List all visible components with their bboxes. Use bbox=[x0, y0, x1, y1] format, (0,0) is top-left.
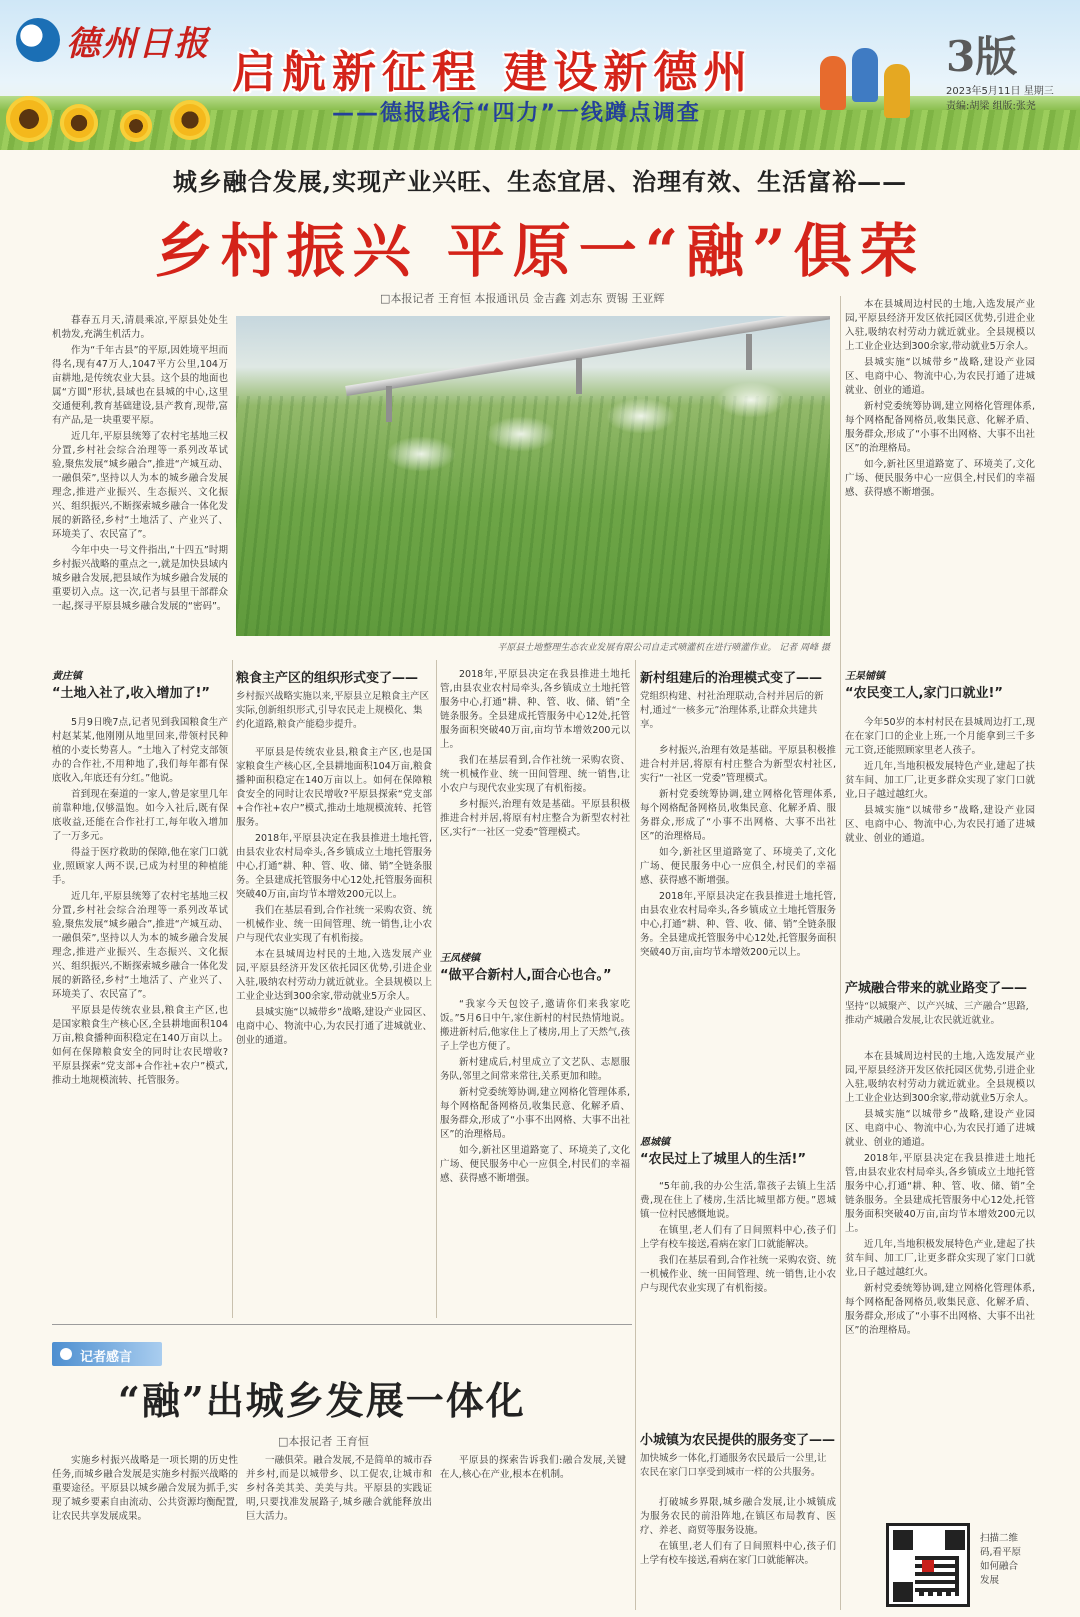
interview-paragraph: 我们在基层看到,合作社统一采购农资、统一机械作业、统一田间管理、统一销售,让小农户与现代农业实现了有机衔接。 bbox=[640, 1255, 836, 1294]
section-paragraph: 2018年,平原县决定在我县推进土地托管,由县农业农村局牵头,各乡镇成立土地托管服务中心,打通“耕、种、管、收、储、销”全链条服务。全县建成托管服务中心12处,托管服务面积突破40万亩,亩均节本增效200元以上。 bbox=[640, 891, 836, 958]
interview-location: 王杲铺镇 bbox=[845, 671, 885, 682]
right-top-column bbox=[845, 298, 1035, 658]
photo-spray bbox=[486, 416, 556, 452]
intro-column bbox=[52, 314, 228, 654]
section-paragraph: 在镇里,老人们有了日间照料中心,孩子们上学有校车接送,看病在家门口就能解决。 bbox=[640, 1541, 836, 1566]
interview-heading bbox=[52, 668, 228, 702]
column-divider bbox=[840, 296, 841, 1610]
masthead-headline: 启航新征程 建设新德州 bbox=[232, 47, 754, 98]
sunflower-icon bbox=[120, 110, 152, 142]
section-paragraph: 乡村振兴,治理有效是基础。平原县积极推进合村并居,将原有村庄整合为新型农村社区,实行“一社区一党委”管理模式。 bbox=[640, 745, 836, 784]
section-lead: 加快城乡一体化,打通服务农民最后一公里,让农民在家门口享受到城市一样的公共服务。 bbox=[640, 1453, 827, 1478]
section-3-body bbox=[640, 1496, 836, 1608]
interview-heading bbox=[440, 950, 630, 984]
lead-photo bbox=[236, 316, 830, 636]
interview-paragraph: “5年前,我的办公生活,靠孩子去镇上生活费,现在住上了楼房,生活比城里都方便。”恩城镇一位村民感慨地说。 bbox=[640, 1181, 836, 1220]
section-paragraph: 2018年,平原县决定在我县推进土地托管,由县农业农村局牵头,各乡镇成立土地托管服务中心,打通“耕、种、管、收、储、销”全链条服务。全县建成托管服务中心12处,托管服务面积突破40万亩,亩均节本增效200元以上。 bbox=[236, 833, 432, 900]
column-divider bbox=[232, 660, 233, 1318]
interview-title: “农民过上了城里人的生活!” bbox=[640, 1152, 807, 1167]
section-paragraph: 新村党委统筹协调,建立网格化管理体系,每个网格配备网格员,收集民意、化解矛盾、服务群众,形成了“小事不出网格、大事不出社区”的治理格局。 bbox=[845, 1283, 1035, 1336]
masthead-subheadline: ——德报践行“四力”一线蹲点调查 bbox=[332, 101, 701, 126]
photo-spray bbox=[386, 436, 456, 472]
photo-spray bbox=[606, 398, 676, 434]
interview-1-body bbox=[52, 716, 228, 1316]
section-paragraph: 2018年,平原县决定在我县推进土地托管,由县农业农村局牵头,各乡镇成立土地托管服务中心,打通“耕、种、管、收、储、销”全链条服务。全县建成托管服务中心12处,托管服务面积突破40万亩,亩均节本增效200元以上。 bbox=[440, 669, 630, 750]
reporter-figure-icon bbox=[852, 48, 878, 102]
commentary-col-3 bbox=[440, 1454, 626, 1610]
interview-heading bbox=[845, 668, 1035, 702]
pen-icon bbox=[60, 1348, 72, 1360]
paper-name: 德州日报 bbox=[66, 24, 210, 64]
commentary-byline: □本报记者 王育恒 bbox=[278, 1435, 369, 1448]
commentary-tag bbox=[52, 1342, 162, 1366]
section-paragraph: 县城实施“以城带乡”战略,建设产业园区、电商中心、物流中心,为农民打通了进城就业、创业的通道。 bbox=[845, 1109, 1035, 1148]
section-paragraph: 新村党委统筹协调,建立网格化管理体系,每个网格配备网格员,收集民意、化解矛盾、服务群众,形成了“小事不出网格、大事不出社区”的治理格局。 bbox=[640, 789, 836, 842]
sunflower-icon bbox=[60, 104, 98, 142]
section-paragraph: 我们在基层看到,合作社统一采购农资、统一机械作业、统一田间管理、统一销售,让小农户与现代农业实现了有机衔接。 bbox=[440, 755, 630, 794]
interview-paragraph: 今年50岁的本村村民在县城周边打工,现在在家门口的企业上班,一个月能拿到三千多元工资,还能照顾家里老人孩子。 bbox=[845, 717, 1035, 756]
section-body: 县城实施“以城带乡”战略,建设产业园区、电商中心、物流中心,为农民打通了进城就业、创业的通道。 bbox=[845, 357, 1035, 396]
column-divider bbox=[436, 660, 437, 1318]
column-divider bbox=[635, 660, 636, 1610]
section-heading: 小城镇为农民提供的服务变了—— bbox=[640, 1433, 836, 1448]
masthead-meta bbox=[946, 84, 1066, 114]
interview-location: 王凤楼镇 bbox=[440, 953, 480, 964]
qr-note: 扫描二维码,看平原如何融合发展 bbox=[980, 1533, 1022, 1586]
commentary-divider bbox=[52, 1324, 632, 1325]
irrigation-tower bbox=[746, 334, 752, 370]
interview-title: “农民变工人,家门口就业!” bbox=[845, 686, 1003, 701]
section-paragraph: 平原县是传统农业县,粮食主产区,也是国家粮食生产核心区,全县耕地面积104万亩,粮食播种面积稳定在140万亩以上。如何在保障粮食安全的同时让农民增收?平原县探索“党支部+合作社+农户”模式,推动土地规模流转、托管服务。 bbox=[236, 747, 432, 828]
section-body: 本在县城周边村民的土地,入选发展产业园,平原县经济开发区依托园区优势,引进企业入驻,吸纳农村劳动力就近就业。全县规模以上工业企业达到300余家,带动就业5万余人。 bbox=[845, 299, 1035, 352]
section-body: 新村党委统筹协调,建立网格化管理体系,每个网格配备网格员,收集民意、化解矛盾、服务群众,形成了“小事不出网格、大事不出社区”的治理格局。 bbox=[845, 401, 1035, 454]
intro-paragraph: 近几年,平原县统筹了农村宅基地三权分置,乡村社会综合治理等一系列改革试验,聚焦发展“城乡融合”,推进“产城互动、一融俱荣”,坚持以人为本的城乡融合发展理念,推进产业振兴、生态振兴、文化振兴、组织振兴,不断探索城乡融合一体化发展的新路径,乡村“土地活了、产业兴了、环境美了、农民富了”。 bbox=[52, 431, 228, 540]
interview-paragraph: 如今,新社区里道路宽了、环境美了,文化广场、便民服务中心一应俱全,村民们的幸福感、获得感不断增强。 bbox=[440, 1145, 630, 1184]
article-kicker: 城乡融合发展,实现产业兴旺、生态宜居、治理有效、生活富裕—— bbox=[172, 167, 908, 196]
interview-heading bbox=[640, 1134, 836, 1168]
column-3-top bbox=[440, 668, 630, 936]
photo-spray bbox=[716, 382, 786, 418]
section-1-body bbox=[236, 746, 432, 1316]
editor-credit: 责编:胡梁 组版:张尧 bbox=[946, 101, 1036, 112]
intro-paragraph: 暮春五月天,清晨乘凉,平原县处处生机勃发,充满生机活力。 bbox=[52, 315, 228, 340]
interview-paragraph: 得益于医疗救助的保障,他在家门口就业,照顾家人两不误,已成为村里的种植能手。 bbox=[52, 847, 228, 886]
article-title: 乡村振兴 平原一“融”俱荣 bbox=[154, 217, 926, 285]
sunflower-icon bbox=[6, 96, 52, 142]
commentary-paragraph: 实施乡村振兴战略是一项长期的历史性任务,而城乡融合发展是实施乡村振兴战略的重要途径。平原县以城乡融合发展为抓手,实现了城乡要素自由流动、公共资源均衡配置,让农民共享发展成果。 bbox=[52, 1455, 238, 1522]
masthead bbox=[0, 0, 1080, 150]
commentary-col-2 bbox=[246, 1454, 432, 1610]
interview-paragraph: 平原县是传统农业县,粮食主产区,也是国家粮食生产核心区,全县耕地面积104万亩,粮食播种面积稳定在140万亩以上。如何在保障粮食安全的同时让农民增收?平原县探索“党支部+合作社+农户”模式,推动土地规模流转、托管服务。 bbox=[52, 1005, 228, 1086]
section-paragraph: 本在县城周边村民的土地,入选发展产业园,平原县经济开发区依托园区优势,引进企业入驻,吸纳农村劳动力就近就业。全县规模以上工业企业达到300余家,带动就业5万余人。 bbox=[845, 1051, 1035, 1104]
newspaper-logo-icon bbox=[16, 18, 60, 62]
section-paragraph: 如今,新社区里道路宽了、环境美了,文化广场、便民服务中心一应俱全,村民们的幸福感、获得感不断增强。 bbox=[640, 847, 836, 886]
commentary-paragraph: 一融俱荣。融合发展,不是简单的城市吞并乡村,而是以城带乡、以工促农,让城市和乡村各美其美、美美与共。平原县的实践证明,只要找准发展路子,城乡融合就能释放出巨大活力。 bbox=[246, 1455, 432, 1522]
commentary-paragraph: 平原县的探索告诉我们:融合发展,关键在人,核心在产业,根本在机制。 bbox=[440, 1455, 626, 1480]
interview-4-body bbox=[845, 716, 1035, 972]
interview-title: “做平合新村人,面合心也合。” bbox=[440, 968, 612, 983]
reporter-figure-icon bbox=[884, 64, 910, 118]
irrigation-tower bbox=[386, 386, 392, 422]
section-lead: 乡村振兴战略实施以来,平原县立足粮食主产区实际,创新组织形式,引导农民走上规模化、集约化道路,粮食产能稳步提升。 bbox=[236, 691, 430, 730]
section-paragraph: 乡村振兴,治理有效是基础。平原县积极推进合村并居,将原有村庄整合为新型农村社区,实行“一社区一党委”管理模式。 bbox=[440, 799, 630, 838]
section-paragraph: 打破城乡界限,城乡融合发展,让小城镇成为服务农民的前沿阵地,在镇区布局教育、医疗、养老、商贸等服务设施。 bbox=[640, 1497, 836, 1536]
section-heading: 粮食主产区的组织形式变了—— bbox=[236, 671, 419, 686]
interview-paragraph: 近几年,当地积极发展特色产业,建起了扶贫车间、加工厂,让更多群众实现了家门口就业,日子越过越红火。 bbox=[845, 761, 1035, 800]
interview-paragraph: 5月9日晚7点,记者见到我国粮食生产村赵某某,他刚刚从地里回来,带领村民种植的小麦长势喜人。“土地入了村党支部领办的合作社,不用种地了,我们每年都有保底收入,年底还有分红。”他说。 bbox=[52, 717, 228, 784]
interview-paragraph: 近几年,平原县统筹了农村宅基地三权分置,乡村社会综合治理等一系列改革试验,聚焦发展“城乡融合”,推进“产城互动、一融俱荣”,坚持以人为本的城乡融合发展理念,推进产业振兴、生态振兴、文化振兴、组织振兴,不断探索城乡融合一体化发展的新路径,乡村“土地活了、产业兴了、环境美了、农民富了”。 bbox=[52, 891, 228, 1000]
section-heading: 新村组建后的治理模式变了—— bbox=[640, 671, 823, 686]
interview-paragraph: 新村党委统筹协调,建立网格化管理体系,每个网格配备网格员,收集民意、化解矛盾、服务群众,形成了“小事不出网格、大事不出社区”的治理格局。 bbox=[440, 1087, 630, 1140]
interview-location: 恩城镇 bbox=[640, 1137, 670, 1148]
issue-date: 2023年5月11日 星期三 bbox=[946, 86, 1054, 97]
section-2-body bbox=[640, 744, 836, 1122]
section-heading: 产城融合带来的就业路变了—— bbox=[845, 981, 1028, 996]
section-paragraph: 我们在基层看到,合作社统一采购农资、统一机械作业、统一田间管理、统一销售,让小农户与现代农业实现了有机衔接。 bbox=[236, 905, 432, 944]
intro-paragraph: 作为“千年古县”的平原,因姓境平坦而得名,现有47万人,1047平方公里,104万亩耕地,是传统农业大县。这个县的地面也属“方圆”形状,县域也在县城的中心,这里交通便利,教育基础建设,县产教育,现带,富有产品,是一块重要平原。 bbox=[52, 345, 228, 426]
section-lead: 坚持“以城聚产、以产兴城、三产融合”思路,推动产城融合发展,让农民就近就业。 bbox=[845, 1001, 1029, 1026]
edition-badge: 3版 bbox=[946, 32, 1018, 81]
irrigation-tower bbox=[576, 358, 582, 394]
interview-title: “土地入社了,收入增加了!” bbox=[52, 686, 210, 701]
interview-paragraph: 在镇里,老人们有了日间照料中心,孩子们上学有校车接送,看病在家门口就能解决。 bbox=[640, 1225, 836, 1250]
interview-location: 黄庄镇 bbox=[52, 671, 82, 682]
interview-3-body bbox=[640, 1180, 836, 1424]
section-paragraph: 本在县城周边村民的土地,入选发展产业园,平原县经济开发区依托园区优势,引进企业入驻,吸纳农村劳动力就近就业。全县规模以上工业企业达到300余家,带动就业5万余人。 bbox=[236, 949, 432, 1002]
section-body: 如今,新社区里道路宽了、环境美了,文化广场、便民服务中心一应俱全,村民们的幸福感、获得感不断增强。 bbox=[845, 459, 1035, 498]
section-4-body bbox=[845, 1050, 1035, 1516]
section-paragraph: 近几年,当地积极发展特色产业,建起了扶贫车间、加工厂,让更多群众实现了家门口就业,日子越过越红火。 bbox=[845, 1239, 1035, 1278]
commentary-col-1 bbox=[52, 1454, 238, 1610]
section-lead: 党组织构建、村社治理联动,合村并居后的新村,通过“一核多元”治理体系,让群众共建共享。 bbox=[640, 691, 824, 730]
reporter-figure-icon bbox=[820, 56, 846, 110]
intro-paragraph: 今年中央一号文件指出,“十四五”时期乡村振兴战略的重点之一,就是加快县域内城乡融合发展,把县域作为城乡融合发展的重要切入点。这一次,记者与县里干部群众一起,探寻平原县城乡融合发展的“密码”。 bbox=[52, 545, 228, 612]
section-paragraph: 2018年,平原县决定在我县推进土地托管,由县农业农村局牵头,各乡镇成立土地托管服务中心,打通“耕、种、管、收、储、销”全链条服务。全县建成托管服务中心12处,托管服务面积突破40万亩,亩均节本增效200元以上。 bbox=[845, 1153, 1035, 1234]
interview-paragraph: 首到现在秦道的一家人,曾是家里几年前靠种地,仅够温饱。如今入社后,既有保底收益,还能在合作社打工,每年收入增加了一万多元。 bbox=[52, 789, 228, 842]
interview-paragraph: 县城实施“以城带乡”战略,建设产业园区、电商中心、物流中心,为农民打通了进城就业、创业的通道。 bbox=[845, 805, 1035, 844]
photo-caption: 平原县土地整理生态农业发展有限公司自走式喷灌机在进行喷灌作业。 记者 周峰 摄 bbox=[497, 643, 830, 653]
interview-paragraph: “我家今天包饺子,邀请你们来我家吃饭。”5月6日中午,家住新村的村民热情地说。搬进新村后,他家住上了楼房,用上了天然气,孩子上学也方便了。 bbox=[440, 999, 630, 1052]
interview-2-body bbox=[440, 998, 630, 1316]
qr-logo-icon bbox=[922, 1560, 934, 1572]
section-paragraph: 县城实施“以城带乡”战略,建设产业园区、电商中心、物流中心,为农民打通了进城就业、创业的通道。 bbox=[236, 1007, 432, 1046]
sunflower-icon bbox=[170, 100, 210, 140]
article-byline: □本报记者 王育恒 本报通讯员 金吉鑫 刘志东 贾锡 王亚辉 bbox=[380, 292, 665, 305]
interview-paragraph: 新村建成后,村里成立了文艺队、志愿服务队,邻里之间常来常往,关系更加和睦。 bbox=[440, 1057, 630, 1082]
commentary-tag-label: 记者感言 bbox=[80, 1350, 133, 1365]
commentary-title: “融”出城乡发展一体化 bbox=[118, 1378, 526, 1423]
